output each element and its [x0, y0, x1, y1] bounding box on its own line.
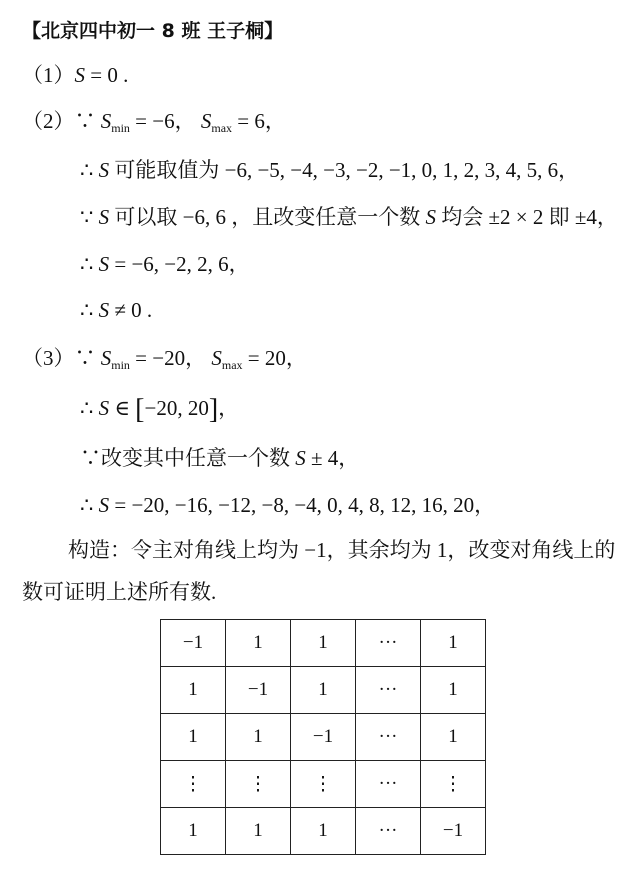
part1-label: （1） — [22, 63, 75, 87]
interval-values: −20, 20 — [144, 396, 209, 420]
table-row — [161, 761, 486, 808]
matrix-cell: ··· — [356, 761, 421, 808]
matrix-cell: ⋮ — [161, 761, 226, 808]
because-symbol: ∵ — [74, 109, 96, 133]
change-text: 改变其中任意一个数 — [101, 446, 296, 470]
reason-text-a: 可以取 −6, 6 ，且改变任意一个数 — [109, 205, 426, 229]
change-amount: ± 4， — [305, 446, 360, 470]
matrix-cell: 1 — [291, 808, 356, 855]
matrix-cell: ⋮ — [226, 761, 291, 808]
matrix-cell: 1 — [161, 808, 226, 855]
max-subscript: max — [221, 358, 243, 372]
matrix-cell: 1 — [161, 667, 226, 714]
therefore-symbol: ∴ — [80, 298, 94, 322]
because-symbol: ∵ — [80, 446, 101, 470]
author-header: 【北京四中初一 8 班 王子桐】 — [22, 20, 284, 42]
reason-text-b: 均会 ±2 × 2 即 ±4， — [435, 205, 618, 229]
var-S: S — [98, 205, 110, 229]
part1-line — [22, 60, 128, 90]
min-value: = −20， — [129, 346, 207, 370]
element-of: ∈ — [109, 396, 136, 420]
left-bracket: [ — [135, 394, 145, 425]
var-S: S — [425, 205, 436, 229]
matrix-cell: 1 — [421, 667, 486, 714]
var-S: S — [211, 346, 222, 370]
part1-expr: = 0 . — [85, 63, 129, 87]
construction-line1: 构造：令主对角线上均为 −1，其余均为 1，改变对角线上的 — [68, 538, 616, 562]
min-subscript: min — [111, 358, 130, 372]
part2-line1 — [22, 106, 286, 143]
part3-line2 — [80, 393, 239, 425]
var-S: S — [74, 63, 85, 87]
var-S: S — [100, 109, 112, 133]
construction-line2: 数可证明上述所有数. — [22, 580, 217, 604]
matrix-cell: −1 — [421, 808, 486, 855]
matrix-cell: ⋮ — [291, 761, 356, 808]
table-row — [161, 667, 486, 714]
because-symbol: ∵ — [74, 346, 96, 370]
therefore-symbol: ∴ — [80, 493, 94, 517]
matrix-cell: 1 — [226, 808, 291, 855]
matrix-cell: −1 — [226, 667, 291, 714]
right-bracket: ] — [208, 394, 219, 425]
part3-label: （3） — [22, 346, 75, 370]
var-S: S — [98, 252, 110, 276]
matrix-cell: 1 — [226, 620, 291, 667]
possible-values: 可能取值为 −6, −5, −4, −3, −2, −1, 0, 1, 2, 3, 4, 5, 6， — [109, 158, 580, 182]
matrix-cell: 1 — [421, 620, 486, 667]
var-S: S — [200, 109, 212, 133]
table-row — [161, 714, 486, 761]
part2-line3 — [80, 202, 618, 232]
min-subscript: min — [111, 121, 130, 135]
table-row — [161, 620, 486, 667]
part3-line3 — [80, 443, 359, 473]
matrix-cell: 1 — [421, 714, 486, 761]
part3-line1 — [22, 343, 307, 380]
var-S: S — [98, 158, 110, 182]
matrix-cell: 1 — [291, 620, 356, 667]
matrix-cell: ··· — [356, 808, 421, 855]
min-value: = −6， — [129, 109, 196, 133]
max-subscript: max — [211, 121, 233, 135]
not-zero-conclusion: ≠ 0 . — [109, 298, 153, 322]
therefore-symbol: ∴ — [80, 252, 94, 276]
matrix-cell: 1 — [161, 714, 226, 761]
part3-line4 — [80, 490, 495, 520]
part2-line4 — [80, 249, 250, 279]
var-S: S — [98, 396, 110, 420]
part2-line2 — [80, 155, 579, 185]
var-S: S — [98, 493, 110, 517]
part2-line5 — [80, 295, 152, 325]
matrix-table — [160, 619, 486, 855]
therefore-symbol: ∴ — [80, 396, 94, 420]
part2-label: （2） — [22, 109, 75, 133]
result-values: = −6, −2, 2, 6， — [109, 252, 250, 276]
matrix-cell: ··· — [356, 667, 421, 714]
max-value: = 20， — [242, 346, 307, 370]
therefore-symbol: ∴ — [80, 158, 94, 182]
matrix-cell: ⋮ — [421, 761, 486, 808]
matrix-cell: 1 — [291, 667, 356, 714]
matrix-cell: ··· — [356, 620, 421, 667]
var-S: S — [100, 346, 112, 370]
matrix-cell: 1 — [226, 714, 291, 761]
max-value: = 6， — [232, 109, 286, 133]
result-values: = −20, −16, −12, −8, −4, 0, 4, 8, 12, 16, 20， — [109, 493, 496, 517]
matrix-cell: −1 — [291, 714, 356, 761]
matrix-cell: ··· — [356, 714, 421, 761]
var-S: S — [98, 298, 110, 322]
table-row — [161, 808, 486, 855]
comma: ， — [218, 396, 240, 420]
because-symbol: ∵ — [80, 205, 94, 229]
var-S: S — [295, 446, 306, 470]
matrix-cell: −1 — [161, 620, 226, 667]
